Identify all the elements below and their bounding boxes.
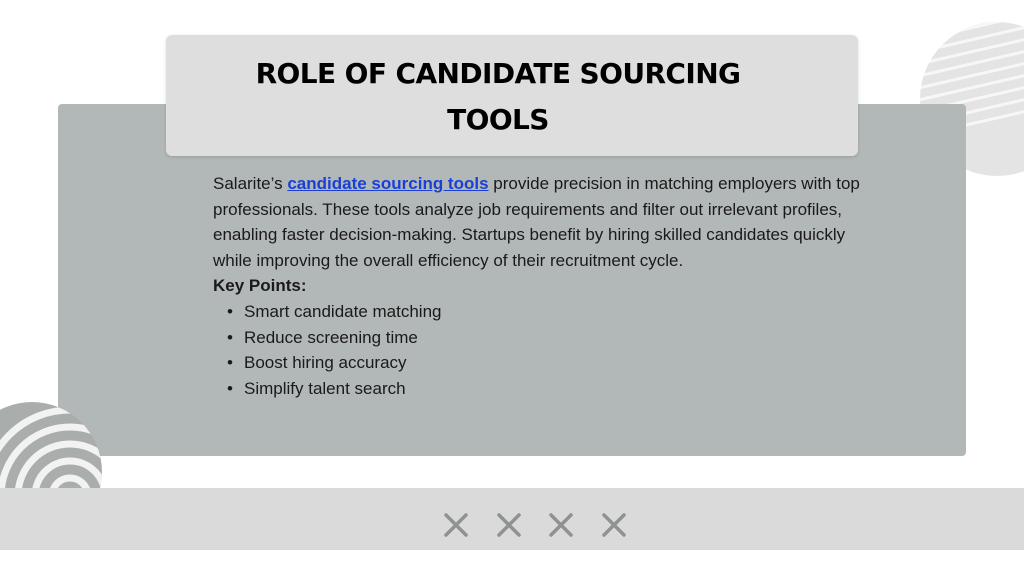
list-item: • Smart candidate matching (227, 299, 863, 325)
body-prefix: Salarite’s (213, 174, 288, 193)
body-paragraph (213, 171, 863, 273)
list-item: • Boost hiring accuracy (227, 350, 863, 376)
x-icon (496, 512, 522, 538)
x-icon (548, 512, 574, 538)
body-suffix: provide precision in matching employers with top professionals. These tools analyze job requirements and filter out irrelevant profiles, enabling faster decision-making. Startups benefit by hiring skilled candidates quickly while improving the overall efficiency of their recruitment cycle. (213, 174, 860, 270)
key-points-heading: Key Points: (213, 276, 307, 296)
list-item: • Simplify talent search (227, 376, 863, 402)
x-icon (601, 512, 627, 538)
list-item: • Reduce screening time (227, 325, 863, 351)
slide-title: ROLE OF CANDIDATE SOURCING TOOLS (255, 57, 741, 136)
x-icon (443, 512, 469, 538)
body-content (213, 171, 863, 401)
key-points-list (213, 299, 863, 401)
candidate-sourcing-tools-link[interactable]: candidate sourcing tools (287, 174, 489, 193)
